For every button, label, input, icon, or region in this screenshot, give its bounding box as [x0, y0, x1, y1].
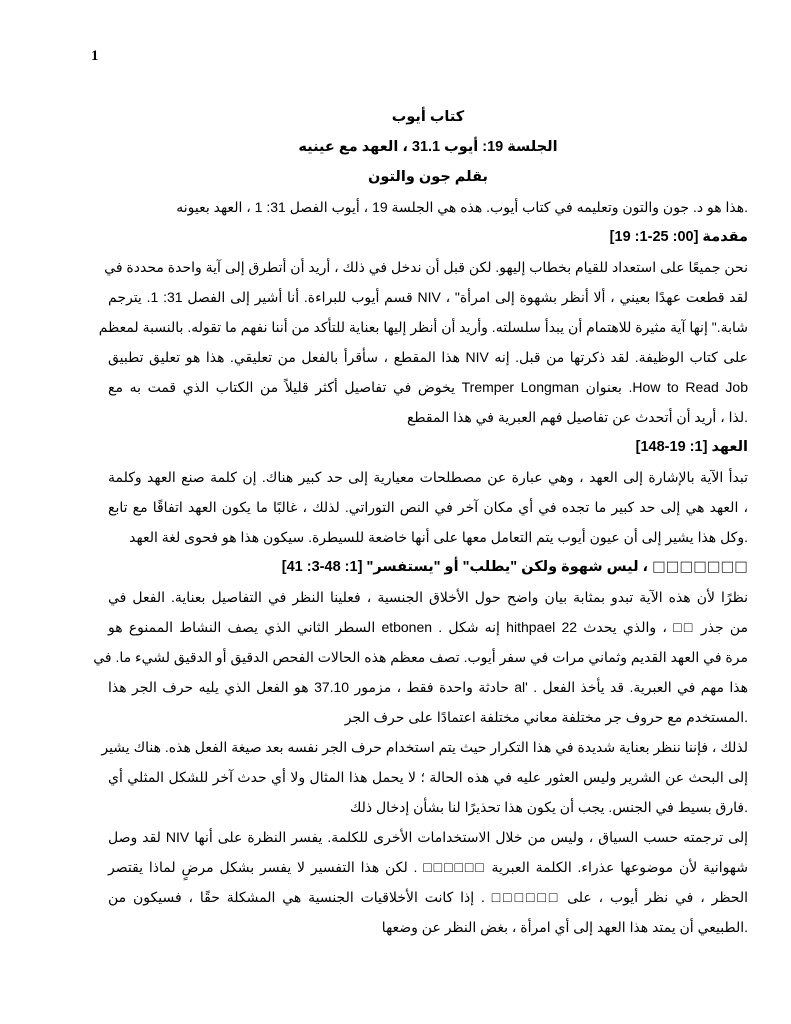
paragraph-line: ، العهد هي إلى حد كبير ما تجده في أي مكان آخر في النص التوراتي. لذلك ، غالبًا ما يكون العهد اتفاقًا مع تابع [108, 499, 748, 515]
section-heading-covenant: العهد [1: 19-148] [635, 439, 748, 455]
section-heading-text: ، ليس شهوة ولكن "يطلب" أو "يستفسر" [1: 48-3: 41] [281, 559, 653, 575]
paragraph-line: إلى ترجمته حسب السياق ، وليس من خلال الاستخدامات الأخرى للكلمة. يفسر النظرة على أنها NIV لقد وصل [108, 829, 748, 845]
section-heading-introduction: مقدمة [00: 25-1: 19] [609, 229, 748, 245]
missing-glyph-boxes: □□□□□□□ [652, 559, 748, 575]
paragraph-line: شابة." إنها آية مثيرة للاهتمام أن يبدأ سلسلته. وأريد أن أنظر إليها بعناية للتأكد من أننا نفهم ما تقوله. بالنسبة لمعظم [98, 319, 748, 335]
paragraph-line: .وكل هذا يشير إلى أن عيون أيوب يتم التعامل معها على أنها خاضعة للسيطرة. سيكون هذا هو فحوى لغة العهد [129, 529, 748, 545]
paragraph-line: نظرًا لأن هذه الآية تبدو بمثابة بيان واضح حول الأخلاق الجنسية ، فعلينا النظر في التفاصيل بعناية. الفعل في [108, 589, 748, 605]
paragraph-line: مرة في العهد القديم وثماني مرات في سفر أيوب. تصف معظم هذه الحالات الفحص الدقيق أو الدقيق لشيء ما. في [93, 649, 748, 665]
paragraph-line: .فارق بسيط في الجنس. يجب أن يكون هذا تحذيرًا لنا بشأن إدخال ذلك [349, 799, 748, 815]
paragraph-line: تبدأ الآية بالإشارة إلى العهد ، وهي عبارة عن مصطلحات معيارية إلى حد كبير هناك. إن كلمة صنع العهد وكلمة [108, 469, 748, 485]
author-line: بقلم جون والتون [368, 169, 488, 185]
paragraph-line: .لذا ، أريد أن أتحدث عن تفاصيل فهم العبرية في هذا المقطع [406, 409, 748, 425]
paragraph-line: على كتاب الوظيفة. لقد ذكرتها من قبل. إنه NIV هذا المقطع ، سأقرأ بالفعل من تعليقي. هذا هو تعليق تطبيق [108, 349, 748, 365]
document-title: كتاب أيوب [391, 109, 465, 125]
paragraph-line: شهوانية لأن موضوعها عذراء. الكلمة العبرية □□□□□□ . لكن هذا التفسير لا يفسر بشكل مرضٍ لماذا يقتصر [108, 859, 748, 875]
paragraph-line: لقد قطعت عهدًا بعيني ، ألا أنظر بشهوة إلى امرأة" ، NIV قسم أيوب للبراءة. أنا أشير إلى الفصل 31: 1. يترجم [108, 289, 748, 305]
paragraph-line: .المستخدم مع حروف جر مختلفة معاني مختلفة اعتمادًا على حرف الجر [344, 709, 748, 725]
session-title: الجلسة 19: أيوب 31.1 ، العهد مع عينيه [298, 139, 558, 155]
paragraph-line: نحن جميعًا على استعداد للقيام بخطاب إليهو. لكن قبل أن ندخل في ذلك ، أريد أن أتطرق إلى آية واحدة محددة في [104, 259, 748, 275]
paragraph-line: إلى البحث عن الشرير وليس العثور عليه في هذه الحالة ؛ لا يحمل هذا المثال ولا أي حدث آخر للشكل المثلي أي [108, 769, 748, 785]
paragraph-line: من جذر □□ ، والذي يحدث 22 hithpael إنه شكل . etbonen السطر الثاني الذي يصف النشاط الممنوع هو [108, 619, 749, 635]
section-heading-not-lust [108, 552, 748, 582]
paragraph-line: لذلك ، فإننا ننظر بعناية شديدة في هذا التكرار حيث يتم استخدام حرف الجر نفسه بعد صيغة الفعل هذه. هناك يشير [101, 739, 748, 755]
page-number: 1 [91, 48, 99, 64]
paragraph-line: هذا مهم في العبرية. قد يأخذ الفعل . 'al حادثة واحدة فقط ، مزمور 37.10 هو الفعل الذي يليه حرف الجر هذا [108, 679, 749, 695]
paragraph-line: .الطبيعي أن يمتد هذا العهد إلى أي امرأة ، بغض النظر عن وضعها [381, 919, 748, 935]
paragraph-line: How to Read Job. بعنوان Tremper Longman يخوض في تفاصيل أكثر قليلاً من الكتاب الذي قمت به مع [108, 379, 748, 395]
paragraph-line: الحظر ، في نظر أيوب ، على □□□□□□ . إذا كانت الأخلاقيات الجنسية هي المشكلة حقًا ، فسيكون من [108, 889, 748, 905]
intro-paragraph: .هذا هو د. جون والتون وتعليمه في كتاب أيوب. هذه هي الجلسة 19 ، أيوب الفصل 31: 1 ، العهد بعيونه [176, 199, 748, 215]
document-body [93, 90, 749, 942]
